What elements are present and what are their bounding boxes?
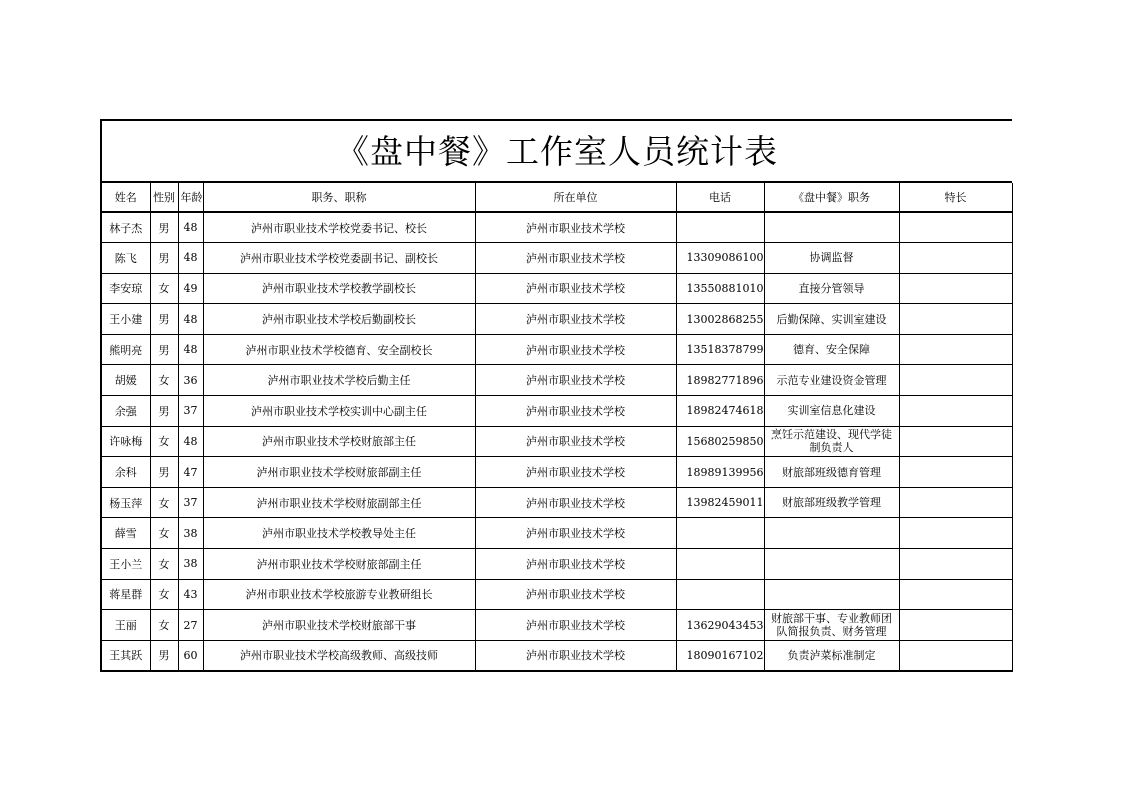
cell-age: 27	[178, 610, 203, 641]
cell-duty: 财旅部班级教学管理	[764, 487, 899, 518]
cell-gender: 男	[150, 304, 178, 335]
cell-unit: 泸州市职业技术学校	[475, 457, 676, 488]
cell-phone	[676, 579, 764, 610]
cell-age: 49	[178, 273, 203, 304]
cell-position: 泸州市职业技术学校财旅部副主任	[203, 549, 475, 580]
cell-unit: 泸州市职业技术学校	[475, 518, 676, 549]
cell-age: 37	[178, 487, 203, 518]
cell-duty: 德育、安全保障	[764, 334, 899, 365]
cell-duty	[764, 549, 899, 580]
cell-gender: 男	[150, 640, 178, 671]
cell-gender: 女	[150, 365, 178, 396]
table-row	[102, 243, 1012, 274]
cell-unit: 泸州市职业技术学校	[475, 640, 676, 671]
cell-skill	[899, 334, 1012, 365]
cell-gender: 男	[150, 334, 178, 365]
cell-gender: 女	[150, 426, 178, 457]
cell-age: 48	[178, 304, 203, 335]
cell-name: 薛雪	[102, 518, 150, 549]
cell-age: 48	[178, 212, 203, 243]
cell-name: 王小兰	[102, 549, 150, 580]
table-row	[102, 579, 1012, 610]
cell-phone: 13982459011	[676, 487, 764, 518]
table-row	[102, 518, 1012, 549]
cell-skill	[899, 579, 1012, 610]
cell-duty	[764, 212, 899, 243]
cell-phone: 13002868255	[676, 304, 764, 335]
cell-phone: 18090167102	[676, 640, 764, 671]
cell-gender: 男	[150, 243, 178, 274]
header-duty: 《盘中餐》职务	[764, 183, 899, 212]
cell-position: 泸州市职业技术学校德育、安全副校长	[203, 334, 475, 365]
cell-gender: 女	[150, 487, 178, 518]
cell-unit: 泸州市职业技术学校	[475, 579, 676, 610]
table-row	[102, 334, 1012, 365]
cell-skill	[899, 243, 1012, 274]
cell-phone: 13309086100	[676, 243, 764, 274]
cell-name: 许咏梅	[102, 426, 150, 457]
cell-unit: 泸州市职业技术学校	[475, 610, 676, 641]
cell-phone: 13518378799	[676, 334, 764, 365]
cell-skill	[899, 212, 1012, 243]
cell-skill	[899, 640, 1012, 671]
table-header-row	[102, 183, 1012, 212]
cell-age: 38	[178, 518, 203, 549]
cell-gender: 男	[150, 396, 178, 427]
cell-unit: 泸州市职业技术学校	[475, 273, 676, 304]
table-row	[102, 396, 1012, 427]
cell-age: 43	[178, 579, 203, 610]
cell-skill	[899, 304, 1012, 335]
cell-position: 泸州市职业技术学校高级教师、高级技师	[203, 640, 475, 671]
cell-duty: 实训室信息化建设	[764, 396, 899, 427]
cell-skill	[899, 365, 1012, 396]
cell-position: 泸州市职业技术学校后勤副校长	[203, 304, 475, 335]
cell-phone: 18982474618	[676, 396, 764, 427]
header-name: 姓名	[102, 183, 150, 212]
cell-age: 48	[178, 426, 203, 457]
cell-name: 杨玉萍	[102, 487, 150, 518]
cell-position: 泸州市职业技术学校旅游专业教研组长	[203, 579, 475, 610]
cell-unit: 泸州市职业技术学校	[475, 487, 676, 518]
cell-position: 泸州市职业技术学校后勤主任	[203, 365, 475, 396]
cell-phone: 15680259850	[676, 426, 764, 457]
table-body	[102, 212, 1012, 671]
cell-age: 48	[178, 334, 203, 365]
header-skill: 特长	[899, 183, 1012, 212]
sheet-title: 《盘中餐》工作室人员统计表	[102, 121, 1012, 183]
cell-duty: 直接分管领导	[764, 273, 899, 304]
cell-position: 泸州市职业技术学校教学副校长	[203, 273, 475, 304]
cell-name: 李安琼	[102, 273, 150, 304]
cell-age: 48	[178, 243, 203, 274]
cell-unit: 泸州市职业技术学校	[475, 426, 676, 457]
cell-phone	[676, 549, 764, 580]
cell-phone: 18982771896	[676, 365, 764, 396]
table-row	[102, 212, 1012, 243]
cell-phone: 13629043453	[676, 610, 764, 641]
cell-phone	[676, 212, 764, 243]
cell-name: 余强	[102, 396, 150, 427]
table-row	[102, 273, 1012, 304]
cell-gender: 女	[150, 579, 178, 610]
table-row	[102, 304, 1012, 335]
table-row	[102, 640, 1012, 671]
header-gender: 性别	[150, 183, 178, 212]
cell-unit: 泸州市职业技术学校	[475, 334, 676, 365]
table-row	[102, 487, 1012, 518]
table-row	[102, 426, 1012, 457]
table-row	[102, 365, 1012, 396]
cell-position: 泸州市职业技术学校教导处主任	[203, 518, 475, 549]
cell-name: 蒋星群	[102, 579, 150, 610]
cell-skill	[899, 457, 1012, 488]
cell-unit: 泸州市职业技术学校	[475, 304, 676, 335]
cell-name: 熊明亮	[102, 334, 150, 365]
cell-duty: 财旅部干事、专业教师团队简报负责、财务管理	[764, 610, 899, 641]
cell-position: 泸州市职业技术学校财旅部干事	[203, 610, 475, 641]
cell-name: 胡媛	[102, 365, 150, 396]
cell-phone	[676, 518, 764, 549]
cell-unit: 泸州市职业技术学校	[475, 365, 676, 396]
cell-age: 60	[178, 640, 203, 671]
cell-age: 38	[178, 549, 203, 580]
cell-position: 泸州市职业技术学校党委副书记、副校长	[203, 243, 475, 274]
cell-skill	[899, 426, 1012, 457]
cell-skill	[899, 518, 1012, 549]
cell-gender: 男	[150, 212, 178, 243]
cell-name: 王其跃	[102, 640, 150, 671]
cell-age: 47	[178, 457, 203, 488]
cell-position: 泸州市职业技术学校财旅部副主任	[203, 457, 475, 488]
cell-duty	[764, 518, 899, 549]
cell-name: 王丽	[102, 610, 150, 641]
cell-phone: 18989139956	[676, 457, 764, 488]
cell-position: 泸州市职业技术学校财旅副部主任	[203, 487, 475, 518]
table-row	[102, 457, 1012, 488]
cell-gender: 女	[150, 549, 178, 580]
cell-unit: 泸州市职业技术学校	[475, 396, 676, 427]
cell-gender: 女	[150, 273, 178, 304]
staff-statistics-sheet	[100, 119, 1012, 672]
cell-skill	[899, 273, 1012, 304]
cell-duty	[764, 579, 899, 610]
cell-gender: 女	[150, 518, 178, 549]
cell-duty: 后勤保障、实训室建设	[764, 304, 899, 335]
cell-name: 王小建	[102, 304, 150, 335]
table-row	[102, 549, 1012, 580]
cell-duty: 协调监督	[764, 243, 899, 274]
cell-position: 泸州市职业技术学校党委书记、校长	[203, 212, 475, 243]
cell-duty: 示范专业建设资金管理	[764, 365, 899, 396]
header-phone: 电话	[676, 183, 764, 212]
cell-gender: 男	[150, 457, 178, 488]
cell-age: 37	[178, 396, 203, 427]
cell-duty: 烹饪示范建设、现代学徒制负责人	[764, 426, 899, 457]
cell-name: 林子杰	[102, 212, 150, 243]
cell-unit: 泸州市职业技术学校	[475, 549, 676, 580]
cell-position: 泸州市职业技术学校实训中心副主任	[203, 396, 475, 427]
staff-table	[102, 183, 1013, 672]
cell-skill	[899, 487, 1012, 518]
cell-name: 余科	[102, 457, 150, 488]
header-age: 年龄	[178, 183, 203, 212]
cell-skill	[899, 549, 1012, 580]
cell-age: 36	[178, 365, 203, 396]
cell-duty: 财旅部班级德育管理	[764, 457, 899, 488]
cell-unit: 泸州市职业技术学校	[475, 212, 676, 243]
cell-skill	[899, 396, 1012, 427]
header-unit: 所在单位	[475, 183, 676, 212]
cell-gender: 女	[150, 610, 178, 641]
cell-duty: 负责泸菜标准制定	[764, 640, 899, 671]
header-position: 职务、职称	[203, 183, 475, 212]
cell-phone: 13550881010	[676, 273, 764, 304]
cell-position: 泸州市职业技术学校财旅部主任	[203, 426, 475, 457]
cell-unit: 泸州市职业技术学校	[475, 243, 676, 274]
cell-name: 陈飞	[102, 243, 150, 274]
table-row	[102, 610, 1012, 641]
cell-skill	[899, 610, 1012, 641]
